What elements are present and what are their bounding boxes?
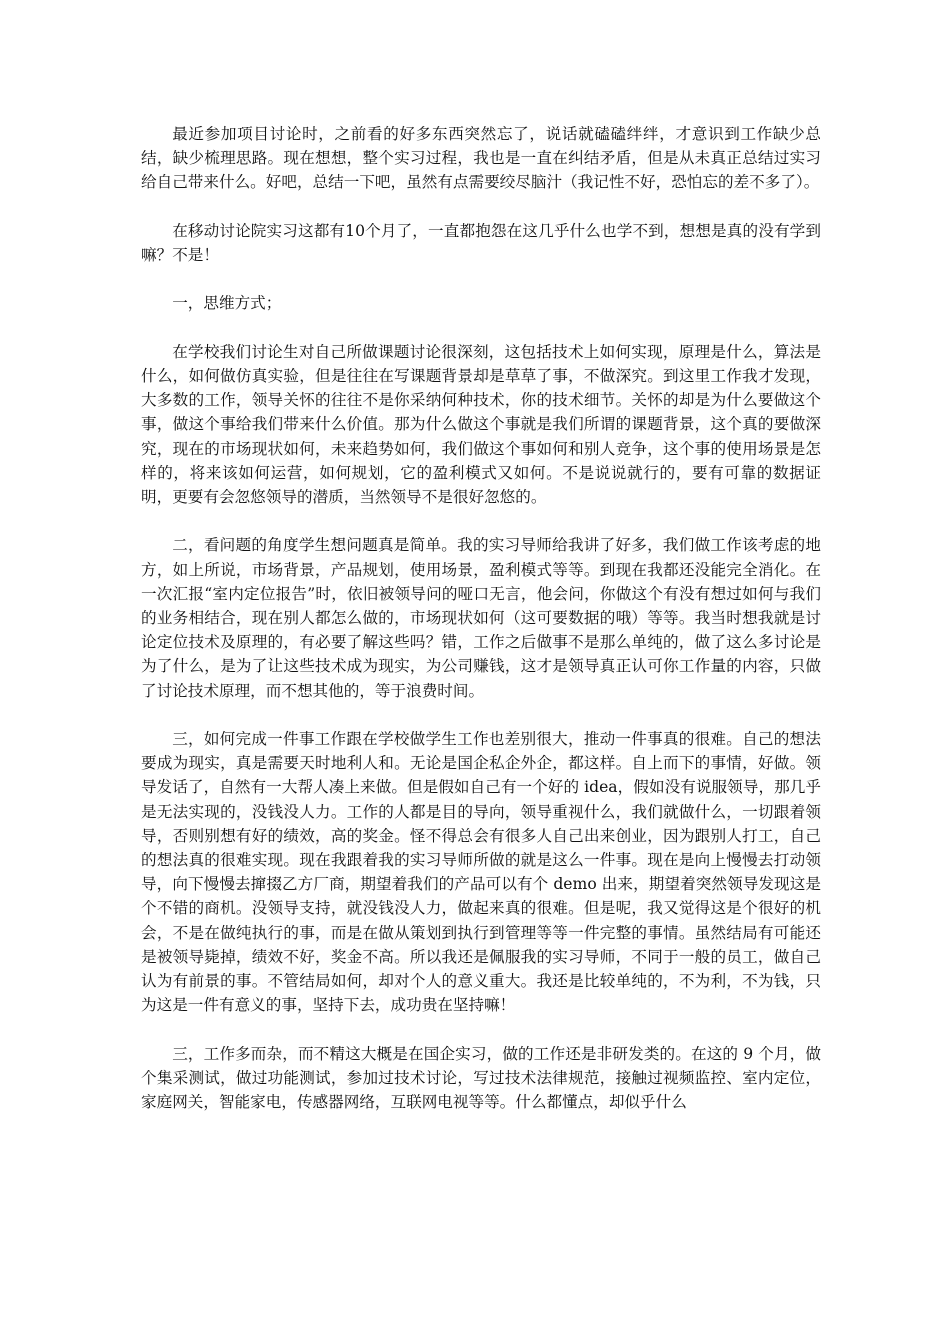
paragraph-perspective: 二，看问题的角度学生想问题真是简单。我的实习导师给我讲了好多，我们做工作该考虑的地方，如上所说，市场背景，产品规划，使用场景，盈利模式等等。到现在我都还没能完全消化。在一次汇报“室内定位报告”时，依旧被领导问的哑口无言，他会问，你做这个有没有想过如何与我们的业务相结合，现在别人都怎么做的，市场现状如何（这可要数据的哦）等等。我当时想我就是讨论定位技术及原理的，有必要了解这些吗？错，工作之后做事不是那么单纯的，做了这么多讨论是为了什么，是为了让这些技术成为现实，为公司赚钱，这才是领导真正认可你工作量的内容，只做了讨论技术原理，而不想其他的，等于浪费时间。 xyxy=(141,536,821,700)
paragraph-thinking: 在学校我们讨论生对自己所做课题讨论很深刻，这包括技术上如何实现，原理是什么，算法是什么，如何做仿真实验，但是往往在写课题背景却是草草了事，不做深究。到这里工作我才发现，大多数的工作，领导关怀的往往不是你采纳何种技术，你的技术细节。关怀的却是为什么要做这个事，做这个事给我们带来什么价值。那为什么做这个事就是我们所谓的课题背景，这个真的要做深究，现在的市场现状如何，未来趋势如何，我们做这个事如何和别人竞争，这个事的使用场景是怎样的，将来该如何运营，如何规划，它的盈利模式又如何。不是说说就行的，要有可靠的数据证明，更要有会忽悠领导的潜质，当然领导不是很好忽悠的。 xyxy=(141,342,821,506)
paragraph-getting-things-done: 三，如何完成一件事工作跟在学校做学生工作也差别很大，推动一件事真的很难。自己的想法要成为现实，真是需要天时地利人和。无论是国企私企外企，都这样。自上而下的事情，好做。领导发话了，自然有一大帮人凑上来做。但是假如自己有一个好的 idea，假如没有说服领导，那几乎是无法实现的，没钱没人力。工作的人都是目的导向，领导重视什么，我们就做什么，一切跟着领导，否则别想有好的绩效，高的奖金。怪不得总会有很多人自己出来创业，因为跟别人打工，自己的想法真的很难实现。现在我跟着我的实习导师所做的就是这么一件事。现在是向上慢慢去打动领导，向下慢慢去撺掇乙方厂商，期望着我们的产品可以有个 demo 出来，期望着突然领导发现这是个不错的商机。没领导支持，就没钱没人力，做起来真的很难。但是呢，我又觉得这是个很好的机会，不是在做纯执行的事，而是在做从策划到执行到管理等等一件完整的事情。虽然结局有可能还是被领导毙掉，绩效不好，奖金不高。所以我还是佩服我的实习导师，不同于一般的员工，做自己认为有前景的事。不管结局如何，却对个人的意义重大。我还是比较单纯的，不为利，不为钱，只为这是一件有意义的事，坚持下去，成功贵在坚持嘛！ xyxy=(141,730,821,1015)
paragraph-intro: 最近参加项目讨论时，之前看的好多东西突然忘了，说话就磕磕绊绊，才意识到工作缺少总结，缺少梳理思路。现在想想，整个实习过程，我也是一直在纠结矛盾，但是从未真正总结过实习给自己带来什么。好吧，总结一下吧，虽然有点需要绞尽脑汁（我记性不好，恐怕忘的差不多了）。 xyxy=(141,125,821,192)
paragraph-internship-duration: 在移动讨论院实习这都有10个月了，一直都抱怨在这几乎什么也学不到，想想是真的没有学到嘛？不是！ xyxy=(141,221,821,264)
document-body xyxy=(141,122,821,1138)
paragraph-varied-work: 三，工作多而杂，而不精这大概是在国企实习，做的工作还是非研发类的。在这的 9 个月，做个集采测试，做过功能测试，参加过技术讨论，写过技术法律规范，接触过视频监控、室内定位，家庭网关，智能家电，传感器网络，互联网电视等等。什么都懂点，却似乎什么 xyxy=(141,1044,821,1112)
section-heading-thinking: 一，思维方式； xyxy=(172,294,282,313)
